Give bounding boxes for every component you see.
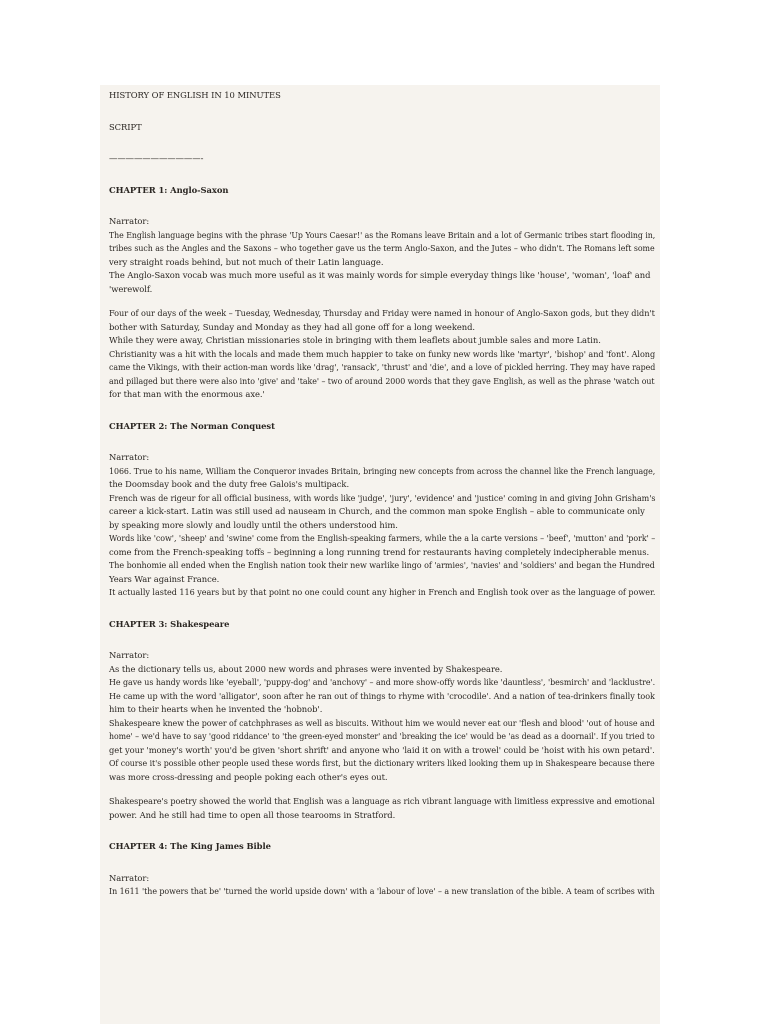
body-text-line: Words like 'cow', 'sheep' and 'swine' come from the English-speaking farmers, while the a la carte versions – 'beef', 'mutton' and 'pork' – (109, 533, 656, 543)
body-text-line: power. And he still had time to open all those tearooms in Stratford. (109, 809, 396, 820)
chapter-heading: CHAPTER 4: The King James Bible (109, 841, 271, 851)
body-text-line: the Doomsday book and the duty free Galois's multipack. (109, 479, 350, 489)
document-page (100, 85, 660, 1024)
spacer (109, 854, 655, 872)
script-label: SCRIPT (109, 121, 142, 132)
spacer (109, 134, 655, 152)
body-text-line: bother with Saturday, Sunday and Monday as they had all gone off for a long weekend. (109, 321, 476, 332)
body-text-line: Christianity was a hit with the locals and made them much happier to take on funky new words like 'martyr', 'bishop' and 'font'. Along (109, 348, 656, 359)
body-text-line: him to their hearts when he invented the 'hobnob'. (109, 704, 323, 714)
body-text-line (109, 296, 655, 307)
body-text-line: for that man with the enormous axe.' (109, 389, 265, 399)
spacer (109, 899, 655, 917)
body-text-line: 1066. True to his name, William the Conqueror invades Britain, bringing new concepts from across the channel like the French language, (109, 465, 656, 476)
document-body (109, 89, 655, 917)
chapter-section (109, 184, 655, 420)
chapter-section (109, 840, 655, 917)
body-text-line: The English language begins with the phrase 'Up Yours Caesar!' as the Romans leave Britain and a lot of Germanic tribes start flooding in, (109, 229, 656, 240)
speaker-label: Narrator: (109, 216, 150, 226)
spacer (109, 402, 655, 420)
body-text-line: Years War against France. (109, 573, 220, 584)
body-text-line: As the dictionary tells us, about 2000 new words and phrases were invented by Shakespeare. (109, 663, 503, 674)
body-text-line: come from the French-speaking toffs – beginning a long running trend for restaurants having completely indecipherable menus. (109, 546, 650, 557)
body-text-line: Of course it's possible other people used these words first, but the dictionary writers liked looking them up in Shakespeare because there (109, 758, 655, 768)
speaker-label: Narrator: (109, 872, 150, 883)
chapters-container (109, 184, 655, 917)
chapter-section (109, 618, 655, 841)
body-text-line: Shakespeare's poetry showed the world that English was a language as rich vibrant language with limitless expressive and emotional (109, 796, 655, 806)
body-text-line: The Anglo-Saxon vocab was much more useful as it was mainly words for simple everyday things like 'house', 'woman', 'loaf' and (109, 270, 651, 280)
body-text-line: career a kick-start. Latin was still used ad nauseam in Church, and the common man spoke English – able to communicate only (109, 506, 645, 516)
chapter-heading: CHAPTER 1: Anglo-Saxon (109, 184, 229, 195)
spacer (109, 103, 655, 121)
body-text-line: was more cross-dressing and people poking each other's eyes out. (109, 771, 388, 782)
chapter-section (109, 420, 655, 618)
body-text-line: get your 'money's worth' you'd be given 'short shrift' and anyone who 'laid it on with a trowel' could be 'hoist with his own petard'. (109, 744, 655, 755)
body-text-line: home' – we'd have to say 'good riddance' to 'the green-eyed monster' and 'breaking the ice' would be 'as dead as a doornail'. If you tried to (109, 731, 655, 741)
spacer (109, 433, 655, 451)
spacer (109, 822, 655, 840)
body-text-line: very straight roads behind, but not much of their Latin language. (109, 256, 384, 267)
body-text-line: by speaking more slowly and loudly until the others understood him. (109, 519, 398, 530)
chapter-heading: CHAPTER 2: The Norman Conquest (109, 420, 275, 431)
chapter-heading: CHAPTER 3: Shakespeare (109, 618, 230, 629)
spacer (109, 631, 655, 649)
body-text-line: came the Vikings, with their action-man words like 'drag', 'ransack', 'thrust' and 'die', and a love of pickled herring. They may have raped (109, 362, 656, 372)
body-text-line: In 1611 'the powers that be' 'turned the world upside down' with a 'labour of love' – a new translation of the bible. A team of scribes with (109, 886, 655, 896)
document-title: HISTORY OF ENGLISH IN 10 MINUTES (109, 90, 281, 100)
speaker-label: Narrator: (109, 452, 150, 462)
body-text-line: While they were away, Christian missionaries stole in bringing with them leaflets about jumble sales and more Latin. (109, 335, 601, 345)
separator-line: ———————————- (109, 153, 204, 163)
body-text-line: The bonhomie all ended when the English nation took their new warlike lingo of 'armies', 'navies' and 'soldiers' and began the Hundred (109, 560, 655, 570)
body-text-line: Four of our days of the week – Tuesday, Wednesday, Thursday and Friday were named in honour of Anglo-Saxon gods, but they didn't (109, 308, 655, 318)
spacer (109, 600, 655, 618)
spacer (109, 197, 655, 215)
speaker-label: Narrator: (109, 650, 150, 660)
body-text-line: He came up with the word 'alligator', soon after he ran out of things to rhyme with 'crocodile'. And a nation of tea-drinkers finally took (109, 690, 655, 701)
body-text-line: 'werewolf. (109, 283, 153, 294)
spacer (109, 166, 655, 184)
body-text-line: He gave us handy words like 'eyeball', 'puppy-dog' and 'anchovy' – and more show-offy words like 'dauntless', 'besmirch' and 'lacklustre'. (109, 677, 656, 687)
body-text-line: Shakespeare knew the power of catchphrases as well as biscuits. Without him we would never eat our 'flesh and blood' 'out of house and (109, 717, 655, 728)
body-text-line: tribes such as the Angles and the Saxons – who together gave us the term Anglo-Saxon, and the Jutes – who didn't. The Romans left some (109, 243, 655, 253)
body-text-line: It actually lasted 116 years but by that point no one could count any higher in French and English took over as the language of power. (109, 587, 656, 597)
body-text-line: and pillaged but there were also into 'give' and 'take' – two of around 2000 words that they gave English, as well as the phrase 'watch out (109, 375, 655, 386)
body-text-line: French was de rigeur for all official business, with words like 'judge', 'jury', 'evidence' and 'justice' coming in and giving John Grisham's (109, 492, 656, 503)
body-text-line (109, 784, 655, 795)
